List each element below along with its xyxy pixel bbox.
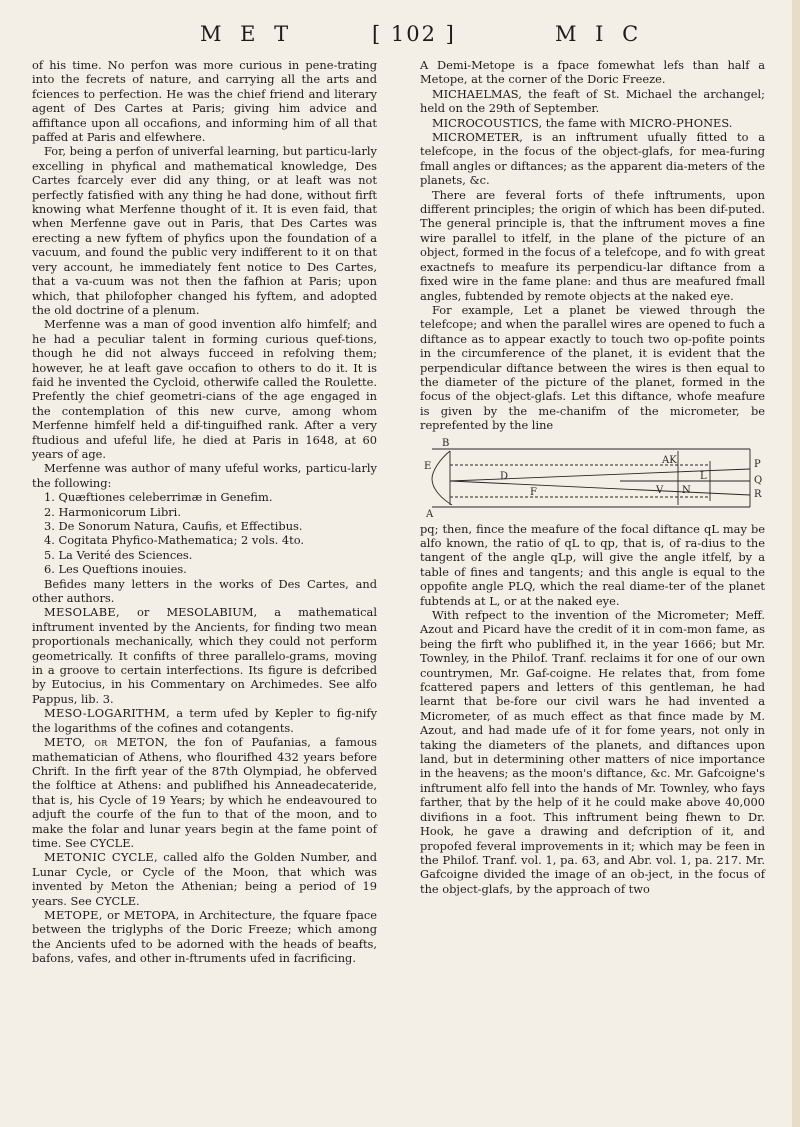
paragraph: MICHAELMAS, the feaft of St. Michael the archangel; held on the 29th of September.: [420, 86, 765, 116]
paragraph: MICROMETER, is an inftrument ufually fitted to a telefcope, in the focus of the object-glafs, for mea-furing fmall angles or diftances; as the apparent dia-meters of the planets, &c.: [420, 130, 765, 188]
headword: MESOLABE,: [44, 605, 120, 620]
work-item: 5. La Verité des Sciences.: [44, 547, 193, 562]
paragraph: pq; then, fince the meafure of the focal diftance qL may be alfo known, the ratio of qL to qp, that is, of ra-dius to the tangent of the angle qLp, will give the angle itfelf, by a table of fines and tangents; and this angle is equal to the oppofite angle PLQ, which the real diame-ter of the planet fubtends at L, or at the naked eye.: [420, 521, 765, 608]
label-r: R: [754, 488, 762, 500]
label-l: L: [700, 470, 707, 482]
label-d: D: [500, 470, 509, 482]
work-item: 2. Harmonicorum Libri.: [44, 504, 181, 519]
page-number: [ 102 ]: [372, 22, 456, 46]
paragraph: A Demi-Metope is a fpace fomewhat lefs than half a Metope, at the corner of the Doric Freeze.: [420, 58, 765, 87]
work-item: 6. Les Queftions inouies.: [44, 562, 187, 577]
paragraph: MICROCOUSTICS, the fame with MICRO-PHONES.: [432, 115, 733, 130]
entry-text: the fon of Paufanias, a famous mathematician of Athens, who flourifhed 432 years before Chrift. In the firft year of the 87th Olympiad, he obferved the folftice at Athens: and publifhed his Anneadecateride, that is, his Cycle of 19 Years; by which he endeavoured to adjuft the courfe of the fun to that of the moon, and to make the folar and lunar years begin at the fame point of time. See CYCLE.: [32, 735, 377, 850]
header-left: M E T: [200, 22, 295, 46]
entry-text: called alfo the Golden Number, and Lunar Cycle, or Cycle of the Moon, that which was invented by Meton the Athenian; being a period of 19 years. See CYCLE.: [32, 850, 378, 908]
works-list: [32, 490, 377, 576]
paragraph: With refpect to the invention of the Micrometer; Meff. Azout and Picard have the credit of it in com-mon fame, as being the firft who publifhed it, in the year 1666; but Mr. Townley, in the Philof. Tranf. reclaims it for one of our own countrymen, Mr. Gaf-coigne. He relates that, from fome fcattered papers and letters of this gentleman, he had learnt that be-fore our civil wars he had invented a Micrometer, of as much effect as that fince made by M. Azout, and had made ufe of it for fome years, not only in taking the diameters of the planets, and diftances upon land, but in determining other matters of nice importance in the heavens; as the moon's diftance, &c. Mr. Gafcoigne's inftrument alfo fell into the hands of Mr. Townley, who fays farther, that by the help of it he could make above 40,000 divifions in a foot. This inftrument being fhewn to Dr. Hook, he gave a drawing and defcription of it, and propofed feveral improvements in it; which may be feen in the Philof. Tranf. vol. 1, pa. 63, and Abr. vol. 1, pa. 217. Mr. Gafcoigne divided the image of an ob-ject, in the focus of the object-glafs, by the approach of two: [420, 608, 765, 896]
entry-text: or METOPA, in Architecture, the fquare fpace between the triglyphs of the Doric Freeze; which among the Ancients ufed to be adorned with the heads of beafts, bafons, vafes, and other in-ftruments ufed in facrificing.: [32, 907, 377, 966]
headword: METONIC CYCLE,: [44, 850, 158, 865]
figure-curve: [432, 451, 452, 505]
paragraph: Befides many letters in the works of Des Cartes, and other authors.: [32, 576, 377, 606]
entry-metonic-cycle: [32, 850, 377, 908]
label-b: B: [442, 437, 450, 449]
paragraph: There are feveral forts of thefe inftruments, upon different principles; the origin of which has been dif-puted. The general principle is, that the inftrument moves a fine wire parallel to itfelf, in the plane of the picture of an object, formed in the focus of a telefcope, and fo with great exactnefs to meafure its perpendicu-lar diftance from a fixed wire in the fame plane: and thus are meafured fmall angles, fubtended by remote objects at the naked eye.: [420, 187, 765, 303]
entry-text: a term ufed by Kepler to fig-nify the logarithms of the cofines and cotangents.: [32, 706, 378, 735]
headword: METO, or METON,: [44, 735, 169, 750]
micrometer-diagram: [420, 437, 765, 519]
headword: MESO-LOGARITHM,: [44, 706, 171, 721]
left-column: [32, 58, 377, 966]
label-a: A: [426, 508, 434, 519]
micrometer-figure: [420, 437, 765, 519]
figure-line: [450, 481, 750, 495]
label-f: F: [530, 486, 537, 498]
entry-text: or MESOLABIUM, a mathematical inftrument invented by the Ancients, for finding two mean proportionals mechanically, which they could not perform geometrically. It confifts of three parallelo-grams, moving in a groove to certain interfections. Its figure is defcribed by Eutocius, in his Commentary on Archimedes. See alfo Pappus, lib. 3.: [32, 605, 377, 706]
paragraph: For, being a perfon of univerfal learning, but particu-larly excelling in phyfical and mathematical knowledge, Des Cartes fcarcely ever did any thing, or at leaft was not perfectly fatisfied with any thing he had done, without firft knowing what Merfenne thought of it. It is even faid, that when Merfenne gave out in Paris, that Des Cartes was erecting a new fyftem of phyfics upon the foundation of a vacuum, and found the public very indifferent to it on that very account, he immediately fent notice to Des Cartes, that a va-cuum was not then the fafhion at Paris; upon which, that philofopher changed his fyftem, and adopted the old doctrine of a plenum.: [32, 144, 377, 317]
page-edge: [792, 0, 800, 1127]
entry-meto: [32, 735, 377, 850]
entry-metope: [32, 908, 377, 966]
paragraph: Merfenne was a man of good invention alfo himfelf; and he had a peculiar talent in forming curious quef-tions, though he did not always fucceed in refolving them; however, he at leaft gave occafion to others to do it. It is faid he invented the Cycloid, otherwife called the Roulette. Prefently the chief geometri-cians of the age engaged in the contemplation of this new curve, among whom Merfenne himfelf held a dif-tinguifhed rank. After a very ftudious and ufeful life, he died at Paris in 1648, at 60 years of age.: [32, 317, 377, 461]
label-v: V: [656, 484, 664, 496]
entry-mesolabe: [32, 605, 377, 706]
work-item: 1. Quæftiones celeberrimæ in Genefim.: [44, 490, 273, 505]
header-right: M I C: [555, 22, 645, 46]
work-item: 3. De Sonorum Natura, Caufis, et Effectibus.: [44, 519, 303, 533]
label-e: E: [424, 460, 432, 472]
paragraph: of his time. No perfon was more curious in pene-trating into the fecrets of nature, and carrying all the arts and fciences to perfection. He was the chief friend and literary agent of Des Cartes at Paris; giving him advice and affiftance upon all occafions, and informing him of all that paffed at Paris and elfewhere.: [32, 58, 377, 145]
label-q: Q: [754, 474, 763, 486]
work-item: 4. Cogitata Phyfico-Mathematica; 2 vols. 4to.: [44, 533, 305, 548]
paragraph: For example, Let a planet be viewed through the telefcope; and when the parallel wires are opened to fuch a diftance as to appear exactly to touch two op-pofite points in the circumference of the planet, it is evident that the perpendicular diftance between the wires is then equal to the diameter of the picture of the planet, formed in the focus of the object-glafs. Let this diftance, whofe meafure is given by the me-chanifm of the micrometer, be reprefented by the line: [420, 302, 765, 433]
label-n: N: [682, 484, 691, 496]
running-header: [0, 22, 800, 56]
right-column: [420, 58, 765, 896]
label-k: AK: [662, 454, 677, 466]
entry-meso-logarithm: [32, 706, 377, 735]
label-p: P: [754, 458, 761, 470]
paragraph: Merfenne was author of many ufeful works, particu-larly the following:: [32, 461, 377, 490]
headword: METOPE,: [44, 907, 103, 922]
